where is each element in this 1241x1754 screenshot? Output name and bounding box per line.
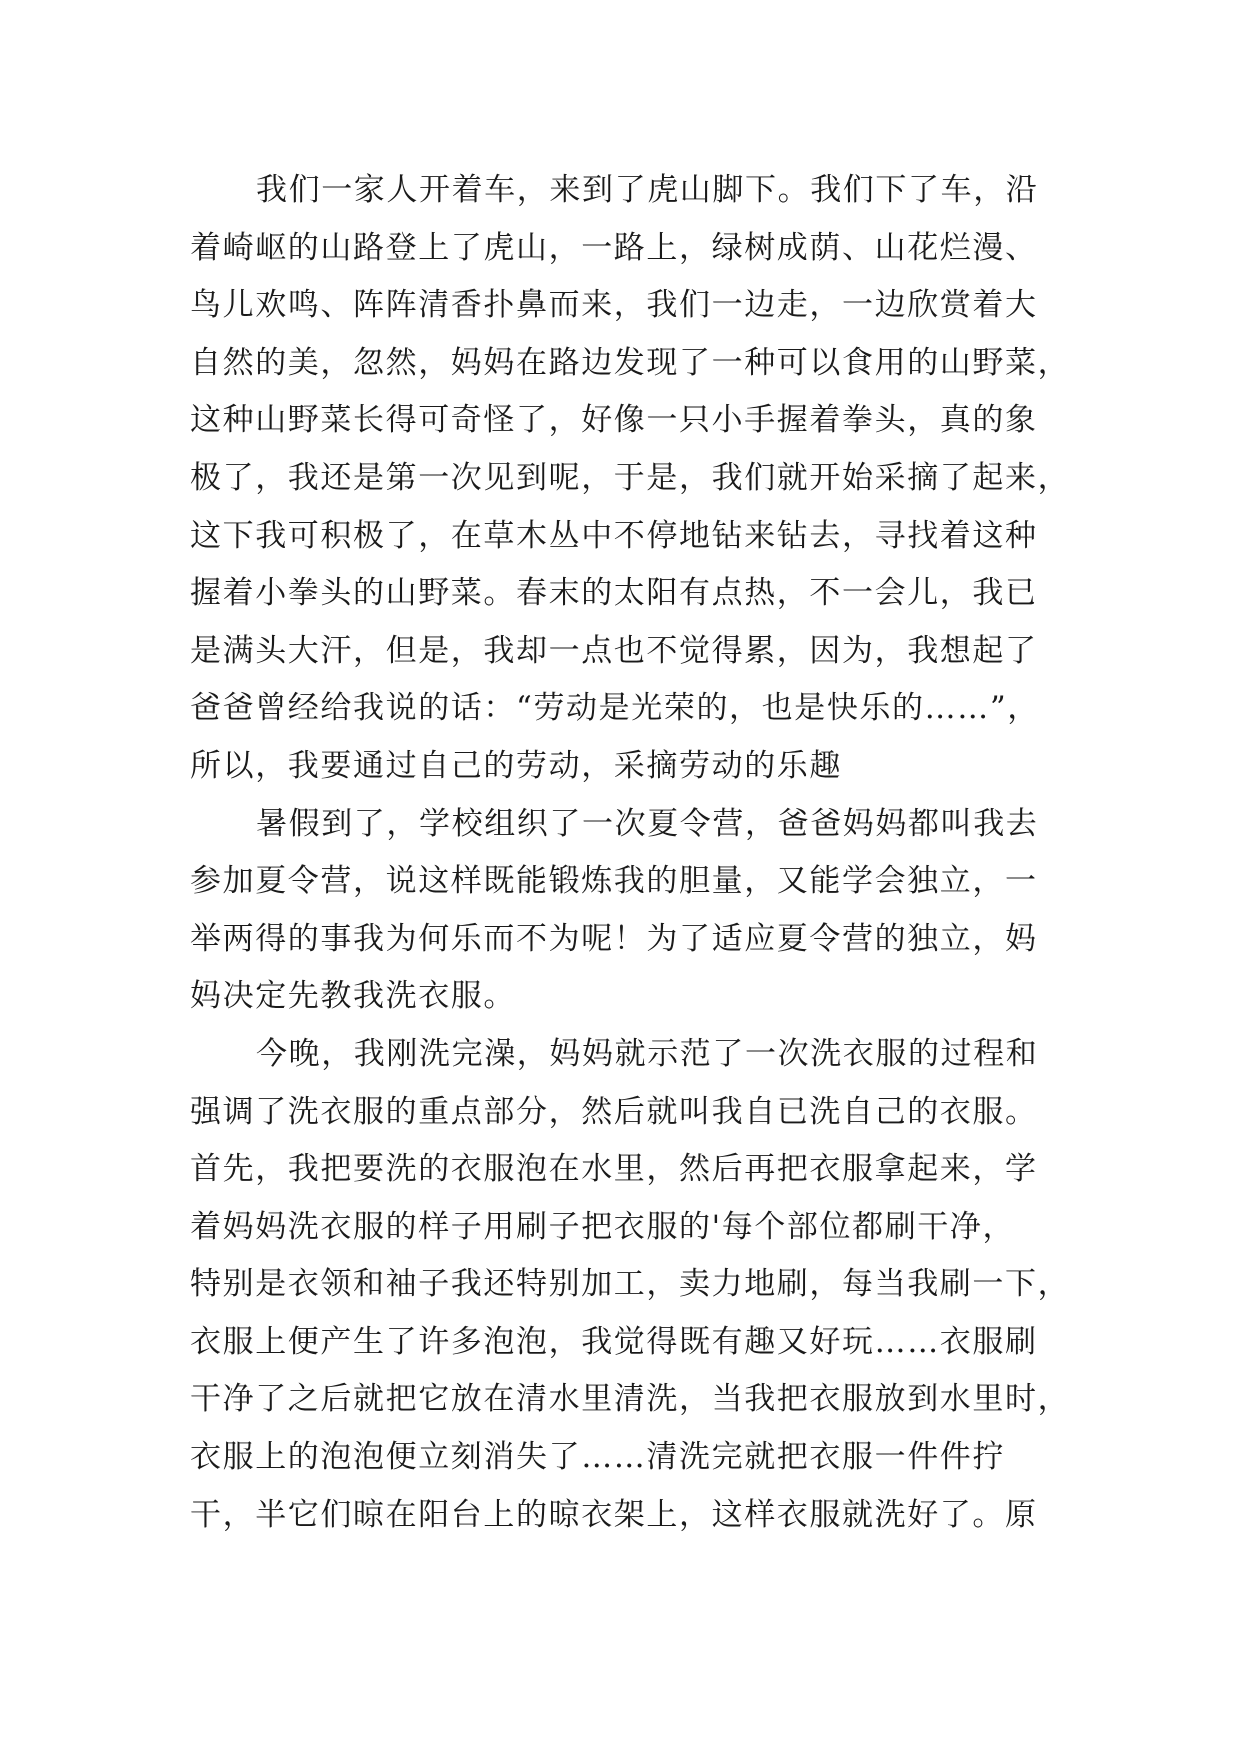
paragraph-1-line-6: 极了，我还是第一次见到呢，于是，我们就开始采摘了起来， <box>190 459 1071 496</box>
paragraph-1-line-4: 自然的美，忽然，妈妈在路边发现了一种可以食用的山野菜， <box>190 344 1071 381</box>
paragraph-2-line-1: 暑假到了，学校组织了一次夏令营，爸爸妈妈都叫我去 <box>256 805 1039 842</box>
paragraph-1-line-10: 爸爸曾经给我说的话：“劳动是光荣的，也是快乐的……”， <box>190 690 1040 727</box>
paragraph-3-line-9: 干，半它们晾在阳台上的晾衣架上，这样衣服就洗好了。原 <box>190 1496 1038 1533</box>
paragraph-3-line-1: 今晚，我刚洗完澡，妈妈就示范了一次洗衣服的过程和 <box>256 1035 1039 1072</box>
paragraph-1-line-8: 握着小拳头的山野菜。春末的太阳有点热，不一会儿，我已 <box>190 575 1038 612</box>
paragraph-1-line-5: 这种山野菜长得可奇怪了，好像一只小手握着拳头，真的象 <box>190 402 1038 439</box>
paragraph-1-line-2: 着崎岖的山路登上了虎山，一路上，绿树成荫、山花烂漫、 <box>190 229 1038 266</box>
paragraph-3-line-7: 干净了之后就把它放在清水里清洗，当我把衣服放到水里时， <box>190 1381 1071 1418</box>
paragraph-1-line-3: 鸟儿欢鸣、阵阵清香扑鼻而来，我们一边走，一边欣赏着大 <box>190 287 1038 324</box>
paragraph-3-line-6: 衣服上便产生了许多泡泡，我觉得既有趣又好玩……衣服刷 <box>190 1323 1038 1360</box>
paragraph-3-line-3: 首先，我把要洗的衣服泡在水里，然后再把衣服拿起来，学 <box>190 1151 1038 1188</box>
paragraph-3-line-4: 着妈妈洗衣服的样子用刷子把衣服的'每个部位都刷干净， <box>190 1208 1016 1245</box>
paragraph-1-line-9: 是满头大汗，但是，我却一点也不觉得累，因为，我想起了 <box>190 632 1038 669</box>
paragraph-3-line-8: 衣服上的泡泡便立刻消失了……清洗完就把衣服一件件拧 <box>190 1439 1005 1476</box>
paragraph-2-line-4: 妈决定先教我洗衣服。 <box>190 978 516 1015</box>
paragraph-2-line-3: 举两得的事我为何乐而不为呢！为了适应夏令营的独立，妈 <box>190 920 1038 957</box>
paragraph-3-line-5: 特别是衣领和袖子我还特别加工，卖力地刷，每当我刷一下， <box>190 1266 1071 1303</box>
paragraph-1-line-11: 所以，我要通过自己的劳动，采摘劳动的乐趣 <box>190 747 842 784</box>
paragraph-1-line-1: 我们一家人开着车，来到了虎山脚下。我们下了车，沿 <box>256 172 1039 208</box>
paragraph-3-line-2: 强调了洗衣服的重点部分，然后就叫我自已洗自己的衣服。 <box>190 1093 1038 1130</box>
essay-text <box>190 162 1070 1544</box>
paragraph-1-line-7: 这下我可积极了，在草木丛中不停地钻来钻去，寻找着这种 <box>190 517 1038 554</box>
paragraph-2-line-2: 参加夏令营，说这样既能锻炼我的胆量，又能学会独立，一 <box>190 863 1038 900</box>
